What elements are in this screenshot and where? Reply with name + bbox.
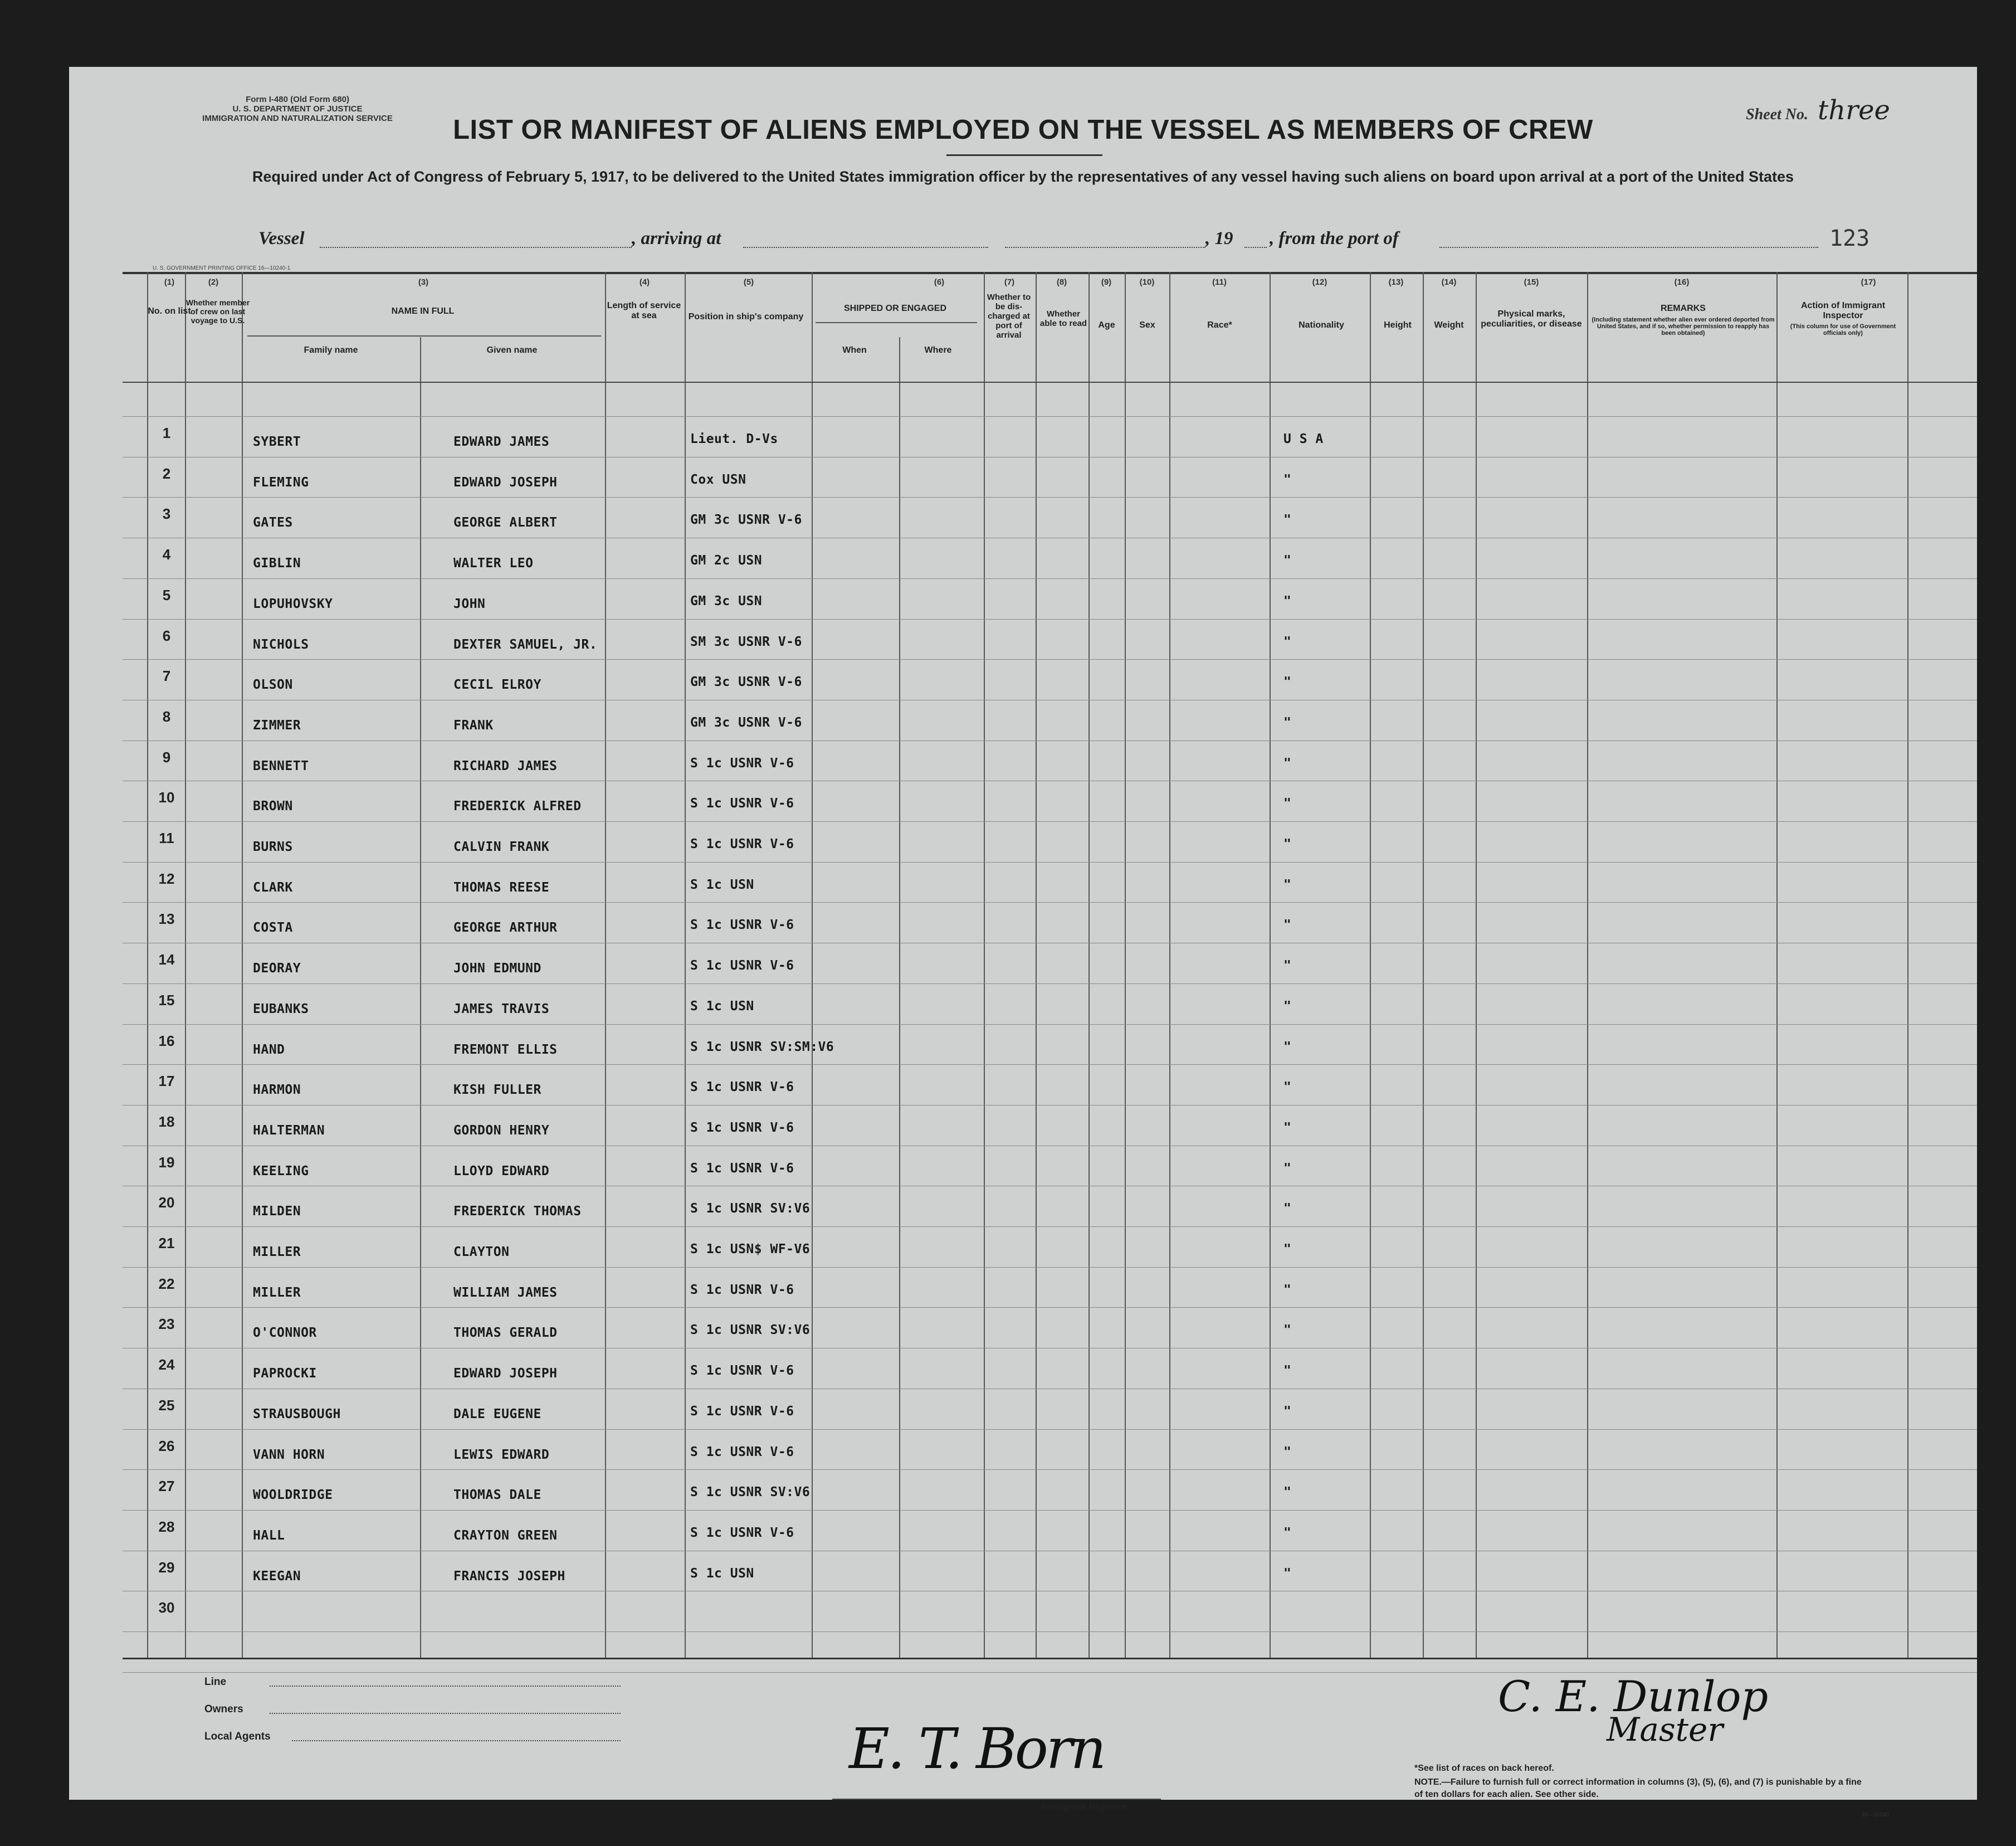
from-port-field xyxy=(1439,247,1818,248)
header-nationality: Nationality xyxy=(1299,320,1344,330)
row-number: 1 xyxy=(162,425,171,441)
vessel-field xyxy=(320,247,632,248)
nationality: " xyxy=(1283,1201,1292,1216)
column-number: (4) xyxy=(639,277,650,287)
manifest-sheet xyxy=(69,67,1977,1818)
row-number: 15 xyxy=(158,992,175,1009)
position: S 1c USNR V-6 xyxy=(690,756,794,771)
nationality: " xyxy=(1283,675,1292,689)
master-title: Master xyxy=(1607,1711,1724,1748)
given-name: WILLIAM JAMES xyxy=(453,1285,558,1300)
position: S 1c USNR V-6 xyxy=(690,1363,794,1378)
header-action-inspector: Action of Immigrant Inspector xyxy=(1800,301,1886,320)
position: GM 2c USN xyxy=(690,553,763,568)
row-rule xyxy=(123,862,1977,863)
races-note: *See list of races on back hereof. xyxy=(1414,1764,1554,1773)
local-agents-label: Local Agents xyxy=(204,1731,271,1742)
family-name: KEEGAN xyxy=(253,1569,301,1584)
given-name: FREDERICK ALFRED xyxy=(453,799,582,814)
position: Cox USN xyxy=(690,473,746,487)
given-name: GEORGE ARTHUR xyxy=(453,920,558,935)
family-name: BURNS xyxy=(253,840,293,854)
column-divider xyxy=(1907,272,1908,1658)
nationality: " xyxy=(1283,1566,1292,1581)
header-where: Where xyxy=(924,345,952,355)
row-number: 11 xyxy=(159,830,174,846)
sheet-value: three xyxy=(1818,95,1890,126)
family-name: DEORAY xyxy=(253,961,301,976)
nationality: " xyxy=(1283,1404,1292,1419)
header-length-service: Length of service at sea xyxy=(607,301,681,320)
header-action-note: (This column for use of Government officials only) xyxy=(1790,323,1896,337)
column-number: (3) xyxy=(418,277,429,287)
page-title: LIST OR MANIFEST OF ALIENS EMPLOYED ON THE VESSEL AS MEMBERS OF CREW xyxy=(453,115,1593,145)
nationality: " xyxy=(1283,1121,1292,1135)
position: S 1c USNR V-6 xyxy=(690,1404,794,1419)
column-number: (17) xyxy=(1861,277,1876,287)
nationality: " xyxy=(1283,1283,1292,1297)
nationality: " xyxy=(1283,594,1292,608)
row-number: 17 xyxy=(158,1073,175,1089)
given-name: THOMAS GERALD xyxy=(453,1326,558,1340)
position: S 1c USNR V-6 xyxy=(690,1121,794,1135)
row-rule xyxy=(123,497,1977,498)
title-underline xyxy=(946,154,1102,156)
line-field xyxy=(270,1686,621,1687)
nationality: " xyxy=(1283,1526,1292,1540)
row-number: 23 xyxy=(158,1316,175,1332)
owners-field xyxy=(270,1713,621,1714)
nationality: " xyxy=(1283,1080,1292,1094)
header-able-read: Whether able to read xyxy=(1039,309,1087,328)
nationality: " xyxy=(1283,958,1292,973)
owners-label: Owners xyxy=(204,1703,243,1715)
position: S 1c USNR V-6 xyxy=(690,1445,794,1459)
given-name: LEWIS EDWARD xyxy=(453,1448,550,1462)
row-number: 2 xyxy=(162,465,171,482)
shipped-subheader-rule xyxy=(816,322,977,323)
row-rule xyxy=(123,1510,1977,1511)
row-rule xyxy=(123,821,1977,822)
given-name: CALVIN FRANK xyxy=(453,840,550,854)
family-name: HARMON xyxy=(253,1083,301,1097)
vessel-line xyxy=(258,228,1818,253)
position: S 1c USN xyxy=(690,999,754,1014)
column-number: (7) xyxy=(1004,277,1015,287)
nationality: " xyxy=(1283,1323,1292,1337)
given-name: THOMAS DALE xyxy=(453,1488,541,1502)
family-name: NICHOLS xyxy=(253,637,309,652)
row-rule xyxy=(123,1024,1977,1025)
row-rule xyxy=(123,1064,1977,1065)
column-divider xyxy=(1125,272,1126,1658)
given-name: WALTER LEO xyxy=(453,556,534,571)
page-subtitle: Required under Act of Congress of February 5, 1917, to be delivered to the United States immigration officer by the representatives of any vessel having such aliens on board upon arrival at a port of the United States xyxy=(252,168,1794,185)
row-number: 26 xyxy=(158,1438,175,1454)
row-number: 29 xyxy=(158,1559,175,1576)
header-height: Height xyxy=(1384,320,1412,330)
row-number: 22 xyxy=(158,1275,175,1292)
form-number: Form I-480 (Old Form 680) xyxy=(246,95,349,104)
family-name: HALL xyxy=(253,1528,285,1543)
given-name: THOMAS REESE xyxy=(453,880,550,895)
given-name: EDWARD JAMES xyxy=(453,435,550,449)
nationality: " xyxy=(1283,999,1292,1014)
row-number: 27 xyxy=(158,1478,175,1494)
nationality: " xyxy=(1283,878,1292,892)
given-name: CRAYTON GREEN xyxy=(453,1528,558,1543)
row-rule xyxy=(123,578,1977,579)
row-number: 9 xyxy=(162,749,171,766)
row-number: 5 xyxy=(162,587,171,603)
given-name: DEXTER SAMUEL, JR. xyxy=(453,637,598,652)
family-name: OLSON xyxy=(253,678,293,692)
position: S 1c USN xyxy=(690,1566,754,1581)
column-divider xyxy=(605,272,606,1658)
position: S 1c USNR V-6 xyxy=(690,918,794,932)
position: S 1c USN$ WF-V6 xyxy=(690,1242,811,1256)
family-name: SYBERT xyxy=(253,435,301,449)
column-divider xyxy=(685,272,686,1658)
row-number: 19 xyxy=(158,1154,175,1171)
year-label: , 19 xyxy=(1205,228,1233,249)
header-given-name: Given name xyxy=(486,345,538,355)
family-name: MILLER xyxy=(253,1285,301,1300)
nationality: " xyxy=(1283,473,1292,487)
sheet-label: Sheet No. xyxy=(1746,106,1808,123)
column-divider xyxy=(1776,272,1778,1658)
header-no-on-list: No. on list xyxy=(148,306,191,316)
row-rule xyxy=(123,416,1977,417)
line-label: Line xyxy=(204,1676,227,1688)
position: S 1c USNR V-6 xyxy=(690,1526,794,1540)
position: S 1c USNR SV:SM:V6 xyxy=(690,1040,834,1054)
service: IMMIGRATION AND NATURALIZATION SERVICE xyxy=(202,114,393,123)
position: S 1c USNR SV:V6 xyxy=(690,1323,811,1337)
column-number: (2) xyxy=(208,277,219,287)
family-name: GIBLIN xyxy=(253,556,301,571)
row-rule xyxy=(123,983,1977,984)
given-name: RICHARD JAMES xyxy=(453,759,558,773)
position: S 1c USNR SV:V6 xyxy=(690,1201,811,1216)
given-name: JAMES TRAVIS xyxy=(453,1002,550,1016)
header-family-name: Family name xyxy=(304,345,358,355)
column-divider xyxy=(984,272,985,1658)
row-rule xyxy=(123,1267,1977,1268)
nationality: " xyxy=(1283,553,1292,568)
row-rule xyxy=(123,1226,1977,1227)
column-divider xyxy=(1270,272,1271,1658)
row-number: 12 xyxy=(158,870,175,887)
arriving-field xyxy=(743,247,988,248)
column-divider xyxy=(812,272,813,1658)
column-divider xyxy=(1088,272,1090,1658)
row-number: 25 xyxy=(158,1397,175,1414)
column-divider xyxy=(242,272,243,1658)
family-name: HAND xyxy=(253,1043,285,1057)
header-discharged: Whether to be dis-charged at port of arrival xyxy=(987,293,1031,340)
table-bottom-rule xyxy=(123,1658,1977,1659)
header-remarks-note: (Including statement whether alien ever ordered deported from United States, and if so, whether permission to reapply has been obtained) xyxy=(1592,316,1775,337)
column-number: (5) xyxy=(743,277,754,287)
position: S 1c USNR V-6 xyxy=(690,1161,794,1176)
header-bottom-rule xyxy=(123,382,1977,383)
family-name: WOOLDRIDGE xyxy=(253,1488,333,1502)
position: S 1c USNR V-6 xyxy=(690,796,794,811)
column-divider xyxy=(1036,272,1037,1658)
family-name: PAPROCKI xyxy=(253,1366,317,1381)
nationality: " xyxy=(1283,715,1292,730)
nationality: " xyxy=(1283,513,1292,527)
nationality: " xyxy=(1283,756,1292,771)
nationality: " xyxy=(1283,1161,1292,1176)
year-field xyxy=(1244,247,1267,248)
row-number: 4 xyxy=(162,546,171,563)
row-number: 16 xyxy=(158,1032,175,1049)
column-number: (6) xyxy=(934,277,945,287)
row-number: 8 xyxy=(162,708,171,725)
inspector-label: Immigrant Inspector. xyxy=(1041,1801,1130,1812)
name-subheader-rule xyxy=(247,335,601,337)
row-rule xyxy=(123,1429,1977,1430)
position: S 1c USNR V-6 xyxy=(690,958,794,973)
position: SM 3c USNR V-6 xyxy=(690,635,802,649)
header-name-in-full: NAME IN FULL xyxy=(391,306,455,316)
family-name: VANN HORN xyxy=(253,1448,325,1462)
row-rule xyxy=(123,1469,1977,1470)
given-name: DALE EUGENE xyxy=(453,1407,541,1421)
row-number: 20 xyxy=(158,1194,175,1211)
row-number: 13 xyxy=(158,910,175,927)
master-signature: C. E. Dunlop xyxy=(1498,1672,1769,1721)
column-divider xyxy=(1169,272,1170,1658)
stamp-number: 123 xyxy=(1829,226,1870,251)
row-rule xyxy=(123,619,1977,620)
row-number: 6 xyxy=(162,627,171,644)
family-name: FLEMING xyxy=(253,475,309,490)
row-number: 3 xyxy=(162,505,171,522)
nationality: " xyxy=(1283,635,1292,649)
column-number: (9) xyxy=(1101,277,1112,287)
header-physical-marks: Physical marks, peculiarities, or disease xyxy=(1481,309,1582,329)
family-name: MILDEN xyxy=(253,1204,301,1219)
column-divider xyxy=(899,337,900,1658)
position: S 1c USN xyxy=(690,878,754,892)
family-name: KEELING xyxy=(253,1164,309,1178)
column-divider xyxy=(420,337,421,1658)
given-name: FREMONT ELLIS xyxy=(453,1043,558,1057)
header-sex: Sex xyxy=(1139,320,1155,330)
vessel-label: Vessel xyxy=(258,228,305,249)
family-name: GATES xyxy=(253,515,293,530)
given-name: FREDERICK THOMAS xyxy=(453,1204,582,1219)
family-name: ZIMMER xyxy=(253,718,301,733)
nationality: U S A xyxy=(1283,432,1324,446)
row-number: 7 xyxy=(162,668,171,684)
form-code: 16—10240 xyxy=(1862,1812,1889,1818)
column-divider xyxy=(1423,272,1424,1658)
family-name: STRAUSBOUGH xyxy=(253,1407,341,1421)
row-number: 14 xyxy=(158,951,175,968)
nationality: " xyxy=(1283,918,1292,932)
position: GM 3c USNR V-6 xyxy=(690,715,802,730)
row-number: 10 xyxy=(158,789,175,806)
header-weight: Weight xyxy=(1434,320,1464,330)
local-agents-field xyxy=(292,1740,621,1741)
position: S 1c USNR V-6 xyxy=(690,837,794,851)
given-name: CECIL ELROY xyxy=(453,678,541,692)
inspector-signature: E. T. Born xyxy=(849,1716,1105,1781)
header-when: When xyxy=(842,345,867,355)
given-name: GORDON HENRY xyxy=(453,1123,550,1138)
date-field xyxy=(1005,247,1205,248)
given-name: FRANK xyxy=(453,718,494,733)
family-name: HALTERMAN xyxy=(253,1123,325,1138)
family-name: LOPUHOVSKY xyxy=(253,597,333,611)
column-number: (16) xyxy=(1674,277,1690,287)
family-name: MILLER xyxy=(253,1245,301,1259)
position: S 1c USNR SV:V6 xyxy=(690,1485,811,1499)
column-number: (14) xyxy=(1441,277,1457,287)
family-name: BROWN xyxy=(253,799,293,814)
row-number: 21 xyxy=(158,1235,175,1251)
row-rule xyxy=(123,659,1977,660)
position: GM 3c USNR V-6 xyxy=(690,513,802,527)
position: S 1c USNR V-6 xyxy=(690,1283,794,1297)
given-name: KISH FULLER xyxy=(453,1083,541,1097)
nationality: " xyxy=(1283,1363,1292,1378)
nationality: " xyxy=(1283,1040,1292,1054)
family-name: O'CONNOR xyxy=(253,1326,317,1340)
family-name: BENNETT xyxy=(253,759,309,773)
penalty-note: NOTE.—Failure to furnish full or correct information in columns (3), (5), (6), and (7) is punishable by a fine of ten dollars for each alien. See other side. xyxy=(1414,1777,1862,1799)
table-top-rule xyxy=(123,272,1977,274)
given-name: JOHN xyxy=(453,597,486,611)
row-rule xyxy=(123,1307,1977,1308)
arriving-label: , arriving at xyxy=(632,228,721,249)
column-divider xyxy=(1370,272,1371,1658)
inspector-signature-line xyxy=(832,1799,1161,1800)
family-name: CLARK xyxy=(253,880,293,895)
family-name: EUBANKS xyxy=(253,1002,309,1016)
column-number: (10) xyxy=(1139,277,1155,287)
column-number: (11) xyxy=(1212,277,1227,287)
row-number: 18 xyxy=(158,1113,175,1130)
row-number: 24 xyxy=(158,1356,175,1373)
header-remarks: REMARKS xyxy=(1661,304,1706,313)
given-name: FRANCIS JOSEPH xyxy=(453,1569,565,1584)
column-number: (12) xyxy=(1312,277,1327,287)
nationality: " xyxy=(1283,1445,1292,1459)
column-number: (8) xyxy=(1056,277,1067,287)
department: U. S. DEPARTMENT OF JUSTICE xyxy=(232,104,363,114)
given-name: GEORGE ALBERT xyxy=(453,515,558,530)
position: Lieut. D-Vs xyxy=(690,432,778,446)
row-rule xyxy=(123,1631,1977,1632)
position: GM 3c USNR V-6 xyxy=(690,675,802,689)
nationality: " xyxy=(1283,837,1292,851)
position: S 1c USNR V-6 xyxy=(690,1080,794,1094)
row-rule xyxy=(123,902,1977,903)
row-number: 30 xyxy=(158,1599,175,1616)
given-name: LLOYD EDWARD xyxy=(453,1164,550,1178)
header-race: Race* xyxy=(1207,320,1232,330)
given-name: JOHN EDMUND xyxy=(453,961,541,976)
header-position: Position in ship's company xyxy=(688,312,804,322)
header-crew-last-voyage: Whether member of crew on last voyage to U.S. xyxy=(186,298,250,325)
header-shipped-engaged: SHIPPED OR ENGAGED xyxy=(843,304,947,313)
column-number: (1) xyxy=(164,277,175,287)
nationality: " xyxy=(1283,1485,1292,1499)
column-divider xyxy=(1587,272,1588,1658)
row-number: 28 xyxy=(158,1518,175,1535)
header-age: Age xyxy=(1098,320,1115,330)
given-name: CLAYTON xyxy=(453,1245,510,1259)
given-name: EDWARD JOSEPH xyxy=(453,475,558,490)
column-number: (15) xyxy=(1524,277,1539,287)
print-line: U. S. GOVERNMENT PRINTING OFFICE 16—10240-1 xyxy=(153,265,291,271)
nationality: " xyxy=(1283,796,1292,811)
column-number: (13) xyxy=(1388,277,1404,287)
position: GM 3c USN xyxy=(690,594,763,608)
given-name: EDWARD JOSEPH xyxy=(453,1366,558,1381)
family-name: COSTA xyxy=(253,920,293,935)
nationality: " xyxy=(1283,1242,1292,1256)
from-port-label: , from the port of xyxy=(1270,228,1399,249)
column-divider xyxy=(1476,272,1477,1658)
